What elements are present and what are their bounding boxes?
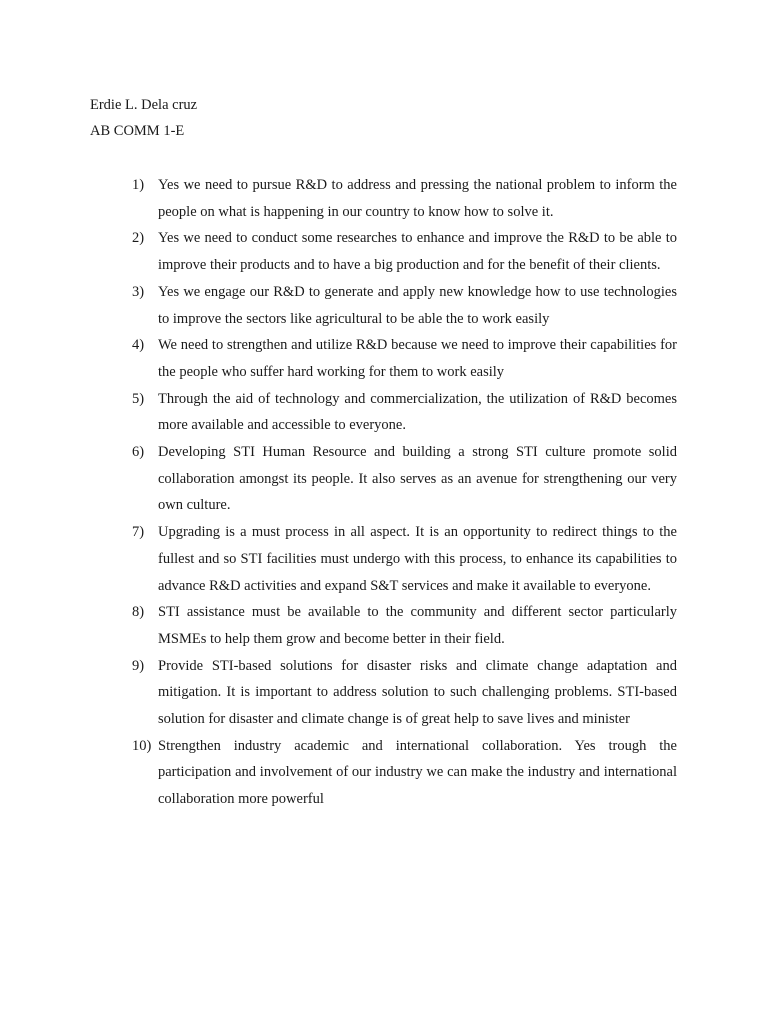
list-item-number: 8)	[132, 604, 145, 621]
list-item	[132, 599, 677, 652]
list-item-text: We need to strengthen and utilize R&D because we need to improve their capabilities for the people who suffer hard working for them to work easily	[158, 337, 677, 380]
list-item	[132, 519, 677, 599]
list-item	[132, 733, 677, 813]
list-item-number: 10)	[132, 737, 152, 754]
list-item-number: 1)	[132, 177, 145, 193]
list-item-text: Upgrading is a must process in all aspect. It is an opportunity to redirect things to the fullest and so STI facilities must undergo with this process, to enhance its capabilities to advance R&D activities and expand S&T services and make it available to everyone.	[158, 524, 677, 594]
list-item-number: 3)	[132, 283, 145, 300]
list-item	[132, 225, 677, 278]
list-item	[132, 332, 677, 385]
list-item-text: Developing STI Human Resource and building a strong STI culture promote solid collaboration amongst its people. It also serves as an avenue for strengthening our very own culture.	[158, 444, 677, 514]
list-item	[132, 386, 677, 439]
class-section: AB COMM 1-E	[90, 123, 185, 139]
list-item-text: Through the aid of technology and commercialization, the utilization of R&D becomes more available and accessible to everyone.	[158, 390, 677, 434]
list-item-number: 7)	[132, 524, 145, 541]
list-item-text: Yes we need to pursue R&D to address and pressing the national problem to inform the people on what is happening in our country to know how to solve it.	[158, 177, 677, 220]
list-item-number: 6)	[132, 444, 145, 461]
list-item-text: Strengthen industry academic and international collaboration. Yes trough the participation and involvement of our industry we can make the industry and international collaboration more powerful	[158, 737, 677, 808]
author-name: Erdie L. Dela cruz	[90, 97, 198, 113]
list-item	[132, 279, 677, 332]
list-item-text: Yes we engage our R&D to generate and apply new knowledge how to use technologies to improve the sectors like agricultural to be able the to work easily	[158, 283, 677, 327]
list-item-number: 5)	[132, 390, 145, 407]
list-item-text: STI assistance must be available to the community and different sector particularly MSMEs to help them grow and become better in their field.	[158, 604, 677, 647]
document-header	[90, 92, 197, 144]
list-item-number: 4)	[132, 337, 145, 354]
list-item-number: 2)	[132, 230, 145, 247]
list-item	[132, 172, 677, 225]
list-item	[132, 439, 677, 519]
list-item-text: Provide STI-based solutions for disaster risks and climate change adaptation and mitigation. It is important to address solution to such challenging problems. STI-based solution for disaster and climate change is of great help to save lives and minister	[158, 657, 677, 728]
list-item	[132, 653, 677, 733]
numbered-list	[132, 172, 677, 813]
list-item-number: 9)	[132, 657, 145, 674]
list-item-text: Yes we need to conduct some researches to enhance and improve the R&D to be able to improve their products and to have a big production and for the benefit of their clients.	[158, 230, 677, 274]
